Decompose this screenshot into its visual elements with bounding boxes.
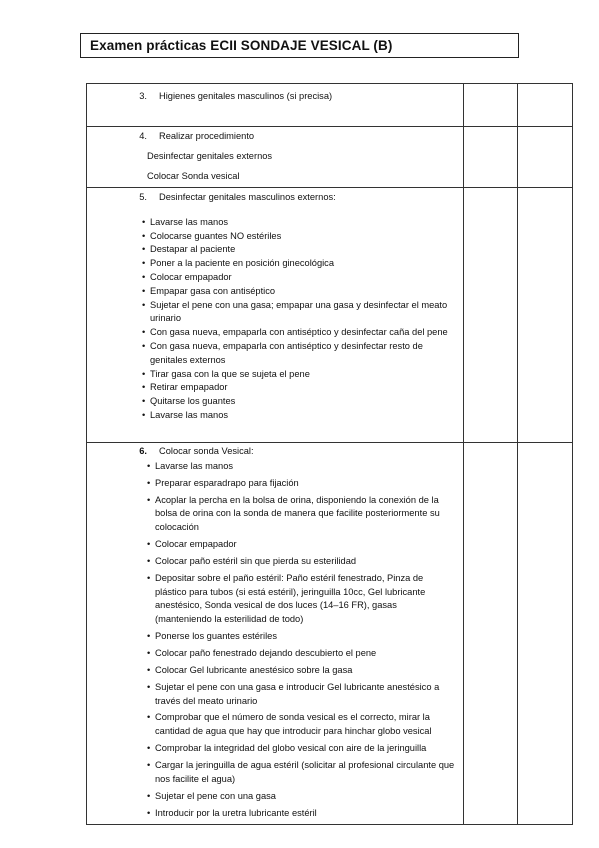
step-row-5 xyxy=(87,188,573,443)
step-number: 5. xyxy=(139,192,147,202)
list-item: • Colocar empapador xyxy=(150,271,451,285)
step-6-list xyxy=(155,460,463,821)
list-item: • Colocar paño fenestrado dejando descubierto el pene xyxy=(155,647,455,661)
score-cell[interactable] xyxy=(464,84,518,127)
list-item: • Lavarse las manos xyxy=(150,216,451,230)
step-row-3 xyxy=(87,84,573,127)
list-item: • Preparar esparadrapo para fijación xyxy=(155,477,455,491)
score-cell[interactable] xyxy=(518,188,573,443)
score-cell[interactable] xyxy=(518,84,573,127)
step-number: 3. xyxy=(139,91,147,101)
list-item: • Tirar gasa con la que se sujeta el pene xyxy=(150,368,451,382)
list-item: • Depositar sobre el paño estéril: Paño estéril fenestrado, Pinza de plástico para tubos (si está estéril), jeringuilla 10cc, Gel lubricante anestésico, Sonda vesical de dos luces (14–16 FR), gasas (manteniendo la esterilidad de todo) xyxy=(155,572,455,627)
step-number: 6. xyxy=(139,446,147,456)
list-item: • Retirar empapador xyxy=(150,381,451,395)
list-item: • Ponerse los guantes estériles xyxy=(155,630,455,644)
list-item: • Sujetar el pene con una gasa e introducir Gel lubricante anestésico a través del meato urinario xyxy=(155,681,455,709)
list-item: • Poner a la paciente en posición ginecológica xyxy=(150,257,451,271)
step-cell xyxy=(87,84,464,127)
list-item: • Introducir por la uretra lubricante estéril xyxy=(155,807,455,821)
score-cell[interactable] xyxy=(518,127,573,188)
list-item: • Con gasa nueva, empaparla con antiséptico y desinfectar caña del pene xyxy=(150,326,451,340)
score-cell[interactable] xyxy=(518,443,573,825)
step-5-list xyxy=(150,216,463,423)
list-item: • Destapar al paciente xyxy=(150,243,451,257)
list-item: • Lavarse las manos xyxy=(150,409,451,423)
list-item: • Sujetar el pene con una gasa xyxy=(155,790,455,804)
list-item: • Colocar paño estéril sin que pierda su esterilidad xyxy=(155,555,455,569)
list-item: • Comprobar la integridad del globo vesical con aire de la jeringuilla xyxy=(155,742,455,756)
list-item: • Con gasa nueva, empaparla con antiséptico y desinfectar resto de genitales externos xyxy=(150,340,451,368)
step-cell xyxy=(87,188,464,443)
score-cell[interactable] xyxy=(464,127,518,188)
step-title: Higienes genitales masculinos (si precisa) xyxy=(159,91,333,101)
checklist-table xyxy=(86,83,573,825)
step-sub-line: Colocar Sonda vesical xyxy=(147,170,240,181)
score-cell[interactable] xyxy=(464,188,518,443)
step-row-4 xyxy=(87,127,573,188)
step-cell xyxy=(87,443,464,825)
list-item: • Empapar gasa con antiséptico xyxy=(150,285,451,299)
list-item: • Cargar la jeringuilla de agua estéril (solicitar al profesional circulante que nos facilite el agua) xyxy=(155,759,455,787)
list-item: • Acoplar la percha en la bolsa de orina, disponiendo la conexión de la bolsa de orina con la sonda de manera que facilite posteriormente su colocación xyxy=(155,494,455,535)
step-row-6 xyxy=(87,443,573,825)
step-sub-line: Desinfectar genitales externos xyxy=(147,150,273,161)
list-item: • Sujetar el pene con una gasa; empapar una gasa y desinfectar el meato urinario xyxy=(150,299,451,327)
score-cell[interactable] xyxy=(464,443,518,825)
list-item: • Colocar Gel lubricante anestésico sobre la gasa xyxy=(155,664,455,678)
step-title: Colocar sonda Vesical: xyxy=(159,446,254,456)
list-item: • Quitarse los guantes xyxy=(150,395,451,409)
step-title: Realizar procedimiento xyxy=(159,131,255,141)
page-title: Examen prácticas ECII SONDAJE VESICAL (B) xyxy=(80,33,519,58)
step-cell xyxy=(87,127,464,188)
step-title: Desinfectar genitales masculinos externos: xyxy=(159,192,336,202)
step-number: 4. xyxy=(139,131,147,141)
list-item: • Colocarse guantes NO estériles xyxy=(150,230,451,244)
list-item: • Lavarse las manos xyxy=(155,460,455,474)
list-item: • Colocar empapador xyxy=(155,538,455,552)
list-item: • Comprobar que el número de sonda vesical es el correcto, mirar la cantidad de agua que hay que introducir para hinchar globo vesical xyxy=(155,711,455,739)
